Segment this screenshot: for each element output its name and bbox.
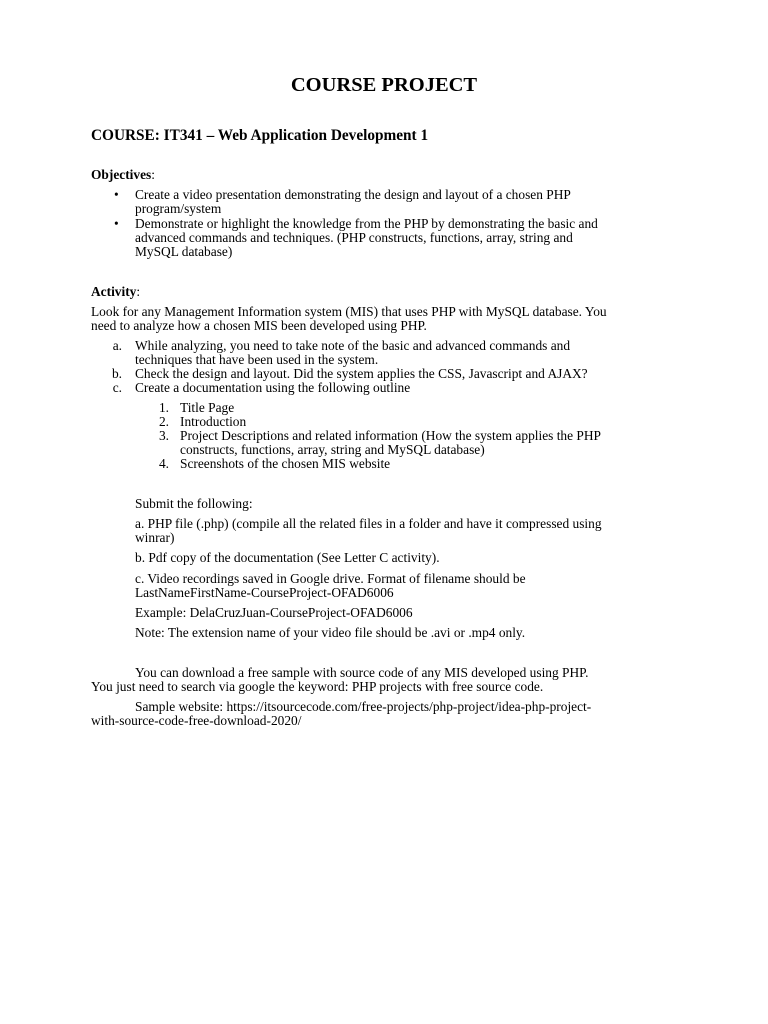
- sample-website-line-1: Sample website: https://itsourcecode.com/free-projects/php-project/idea-php-project-: [135, 699, 592, 714]
- activity-heading: [91, 285, 140, 299]
- submit-b: b. Pdf copy of the documentation (See Letter C activity).: [135, 550, 440, 565]
- objectives-heading: [91, 168, 155, 182]
- objective-item-2-line-3: MySQL database): [135, 244, 233, 259]
- objectives-colon: :: [151, 167, 155, 182]
- activity-label: Activity: [91, 284, 137, 299]
- activity-item-c-marker: c.: [112, 380, 122, 395]
- submit-c-line-1: c. Video recordings saved in Google drive. Format of filename should be: [135, 571, 526, 586]
- activity-item-a-marker: a.: [112, 338, 122, 353]
- submit-a-line-2: winrar): [135, 530, 175, 545]
- outline-item-1-marker: 1.: [158, 400, 169, 415]
- objective-item-2-line-2: advanced commands and techniques. (PHP constructs, functions, array, string and: [135, 230, 573, 245]
- objective-item-1-line-1: Create a video presentation demonstrating the design and layout of a chosen PHP: [135, 187, 571, 202]
- submit-note: Note: The extension name of your video file should be .avi or .mp4 only.: [135, 625, 526, 640]
- outline-item-3-line-1: Project Descriptions and related information (How the system applies the PHP: [180, 428, 601, 443]
- objective-item-2-line-1: Demonstrate or highlight the knowledge from the PHP by demonstrating the basic and: [135, 216, 598, 231]
- outline-item-2: Introduction: [180, 414, 247, 429]
- submit-a-line-1: a. PHP file (.php) (compile all the related files in a folder and have it compressed using: [135, 516, 602, 531]
- course-heading: COURSE: IT341 – Web Application Development 1: [91, 127, 429, 144]
- activity-item-b-marker: b.: [111, 366, 122, 381]
- objectives-label: Objectives: [91, 167, 152, 182]
- activity-colon: :: [136, 284, 141, 299]
- download-line-1: You can download a free sample with source code of any MIS developed using PHP.: [135, 665, 589, 680]
- submit-c-line-2: LastNameFirstName-CourseProject-OFAD6006: [135, 585, 394, 600]
- submit-heading: Submit the following:: [135, 496, 253, 511]
- activity-item-c-line-1: Create a documentation using the following outline: [135, 380, 411, 395]
- activity-item-a-line-1: While analyzing, you need to take note of the basic and advanced commands and: [135, 338, 571, 353]
- page-title: COURSE PROJECT: [290, 74, 478, 96]
- outline-item-3-line-2: constructs, functions, array, string and MySQL database): [180, 442, 485, 457]
- activity-item-a-line-2: techniques that have been used in the system.: [135, 352, 379, 367]
- submit-example: Example: DelaCruzJuan-CourseProject-OFAD6006: [135, 605, 413, 620]
- outline-item-4: Screenshots of the chosen MIS website: [180, 456, 391, 471]
- outline-item-2-marker: 2.: [158, 414, 169, 429]
- objective-item-1-line-2: program/system: [135, 201, 222, 216]
- sample-website-line-2: with-source-code-free-download-2020/: [91, 713, 302, 728]
- activity-intro-line-1: Look for any Management Information system (MIS) that uses PHP with MySQL database. You: [91, 304, 607, 319]
- bullet-icon: •: [114, 187, 119, 202]
- activity-item-b-line-1: Check the design and layout. Did the system applies the CSS, Javascript and AJAX?: [135, 366, 588, 381]
- outline-item-4-marker: 4.: [158, 456, 169, 471]
- activity-intro-line-2: need to analyze how a chosen MIS been developed using PHP.: [91, 318, 427, 333]
- outline-item-3-marker: 3.: [158, 428, 169, 443]
- outline-item-1: Title Page: [180, 400, 235, 415]
- download-line-2: You just need to search via google the keyword: PHP projects with free source code.: [91, 679, 544, 694]
- bullet-icon: •: [114, 216, 119, 231]
